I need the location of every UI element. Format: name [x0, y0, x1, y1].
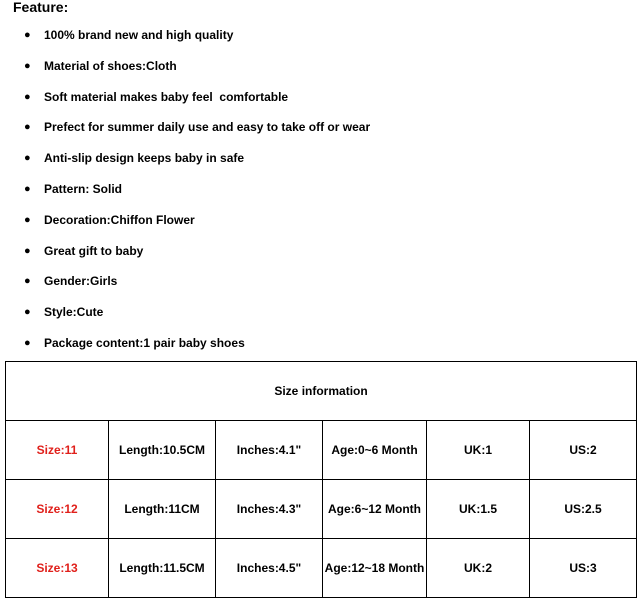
age-cell: Age:0~6 Month — [323, 421, 427, 480]
size-cell: Size:11 — [6, 421, 109, 480]
feature-item-text: Great gift to baby — [44, 243, 144, 258]
feature-heading: Feature: — [13, 0, 69, 15]
feature-item — [0, 207, 640, 238]
bullet-icon: ● — [24, 29, 31, 41]
feature-item-text: Style:Cute — [44, 305, 104, 320]
bullet-icon: ● — [24, 121, 31, 134]
us-size-cell: US:3 — [530, 539, 637, 598]
uk-size-cell: UK:2 — [427, 539, 530, 598]
feature-item — [0, 53, 640, 84]
length-cell: Length:11CM — [109, 480, 216, 539]
feature-item-text: 100% brand new and high quality — [44, 28, 234, 42]
size-table — [5, 361, 637, 598]
bullet-icon: ● — [24, 336, 31, 349]
feature-item-text: Anti-slip design keeps baby in safe — [44, 151, 245, 166]
inches-cell: Inches:4.5" — [216, 539, 323, 598]
feature-item-text: Prefect for summer daily use and easy to take off or wear — [44, 120, 371, 135]
feature-item — [0, 84, 640, 115]
feature-item-text: Decoration:Chiffon Flower — [44, 212, 195, 227]
length-cell: Length:10.5CM — [109, 421, 216, 480]
feature-item-text: Pattern: Solid — [44, 181, 123, 196]
bullet-icon: ● — [24, 90, 31, 103]
length-cell: Length:11.5CM — [109, 539, 216, 598]
bullet-icon: ● — [24, 182, 31, 195]
size-cell: Size:12 — [6, 480, 109, 539]
feature-item-text: Package content:1 pair baby shoes — [44, 335, 245, 350]
feature-item — [0, 145, 640, 176]
feature-item-text: Material of shoes:Cloth — [44, 58, 177, 73]
feature-item — [0, 299, 640, 330]
feature-item — [0, 268, 640, 299]
feature-item — [0, 238, 640, 269]
uk-size-cell: UK:1.5 — [427, 480, 530, 539]
feature-item — [0, 330, 640, 361]
inches-cell: Inches:4.3" — [216, 480, 323, 539]
table-row — [6, 539, 637, 598]
bullet-icon: ● — [24, 275, 31, 288]
bullet-icon: ● — [24, 213, 31, 226]
bullet-icon: ● — [24, 306, 31, 319]
table-row — [6, 421, 637, 480]
size-cell: Size:13 — [6, 539, 109, 598]
feature-item — [0, 114, 640, 145]
feature-item-text: Soft material makes baby feel comfortable — [44, 89, 289, 104]
feature-list — [0, 22, 640, 361]
age-cell: Age:12~18 Month — [323, 539, 427, 598]
us-size-cell: US:2.5 — [530, 480, 637, 539]
bullet-icon: ● — [24, 152, 31, 165]
inches-cell: Inches:4.1" — [216, 421, 323, 480]
bullet-icon: ● — [24, 59, 31, 72]
us-size-cell: US:2 — [530, 421, 637, 480]
feature-item — [0, 22, 640, 53]
size-table-title: Size information — [6, 362, 637, 421]
bullet-icon: ● — [24, 244, 31, 257]
feature-item-text: Gender:Girls — [44, 274, 118, 289]
size-table-header-row — [6, 362, 637, 421]
feature-item — [0, 176, 640, 207]
uk-size-cell: UK:1 — [427, 421, 530, 480]
table-row — [6, 480, 637, 539]
age-cell: Age:6~12 Month — [323, 480, 427, 539]
